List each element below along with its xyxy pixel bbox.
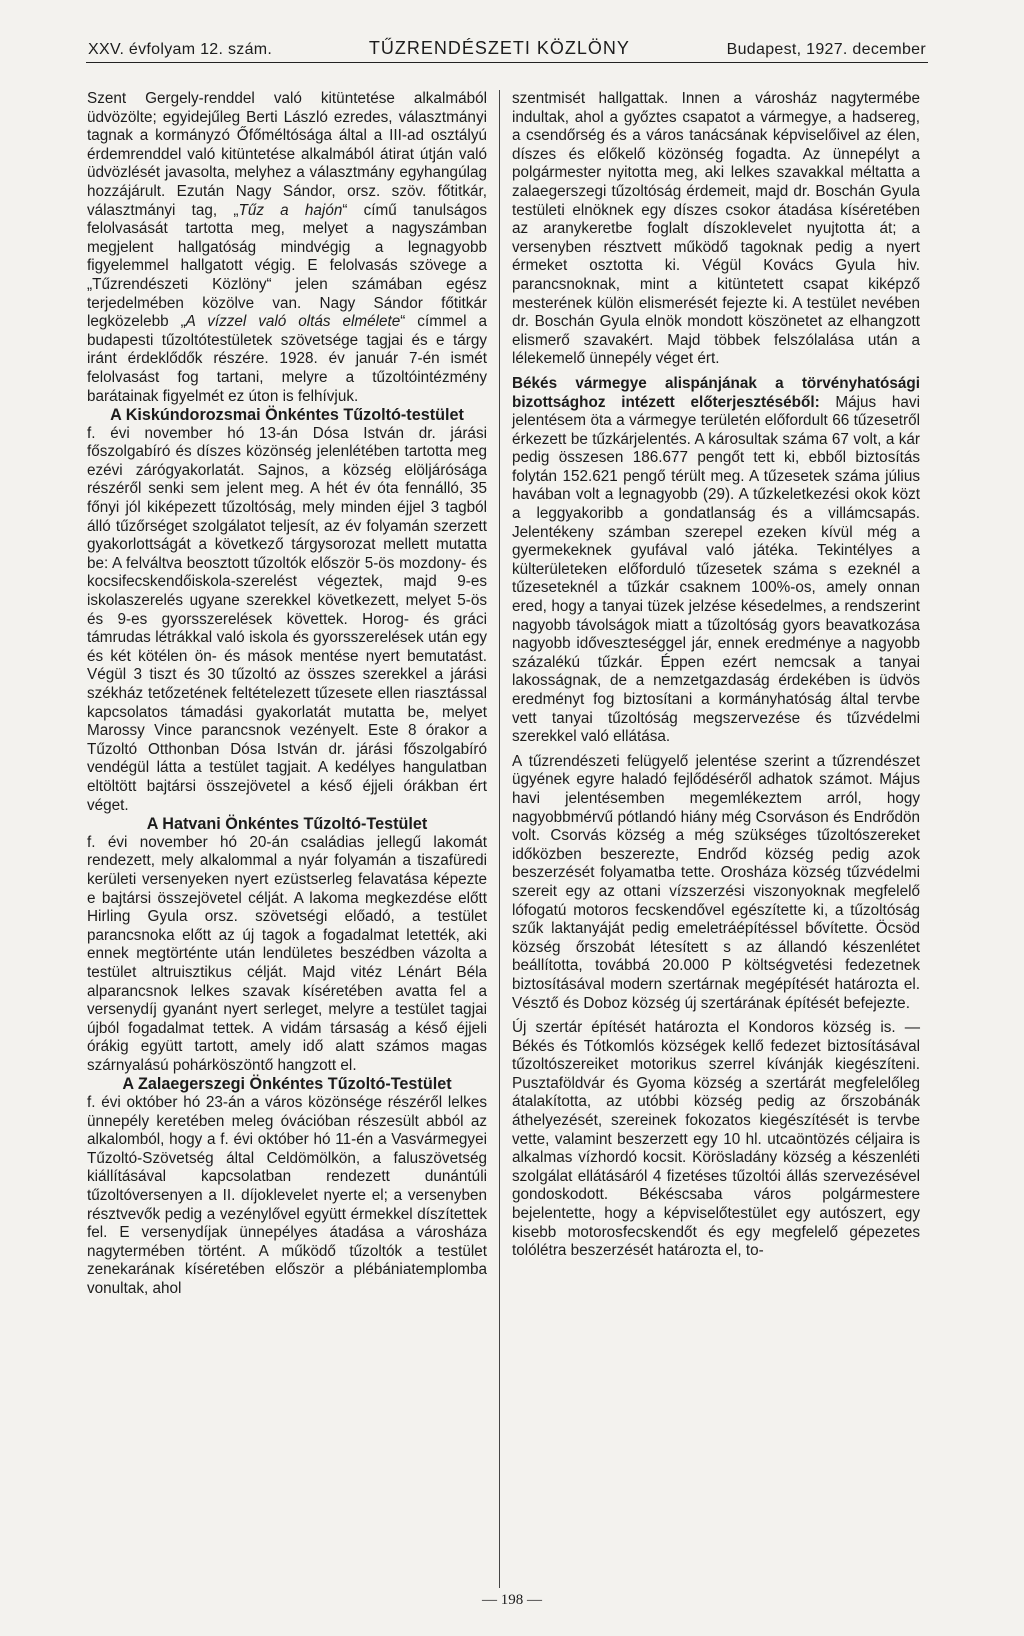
right-paragraph-2 — [512, 375, 920, 747]
text-run: “ című tanulságos felolvasását tartotta meg, melyet a nagyszámban megjelent hallgatóság mindvégig a legnagyobb figyelemmel hallgatott végig. E felolvasás szövege a „Tűzrendészeti Közlöny“ jelen számában egész terjedelmében közölve van. Nagy Sándor főtitkár legközelebb „ — [87, 201, 488, 331]
header-date: Budapest, 1927. december — [726, 41, 926, 58]
left-paragraph-3: f. évi november hó 20-án családias jellegű lakomát rendezett, mely alkalommal a nyár folyamán a tiszafüredi kerületi versenyeken nyert ezüstserleg felavatása képezte e bajtársi összejövetel célját. A lakoma megkezdése előtt Hirling Gyula orsz. szövetségi előadó, a testület parancsnoka előtt az új tagok a fogadalmat letették, aki ennek megtörténte után lendületes beszédben vázolta a testület altruisztikus célját. Majd vitéz Lénárt Béla alparancsnok lelkes szavak kíséretében avatta fel a versenydíj gyanánt nyert serleget, melyre a testület tagjai újból fogadalmat tettek. A vidám társaság a késő éjjeli órákig együtt tartott, amely idő alatt számos magas szárnyalású pohárköszöntő hangzott el. — [87, 833, 487, 1074]
section-heading-bekes: Békés vármegye alispánjának a törvényhatósági bizottsághoz intézett előterjesztéséből: — [512, 374, 920, 411]
text-run: Szent Gergely-renddel való kitüntetése alkalmából üdvözölte; egyidejűleg Berti László ezredes, választmányi tagnak a kormányzó Őfőméltósága által a III-ad osztályú érdemrenddel való kitüntetése alkalmából átirat útján való üdvözlését javasolta, melyhez a választmány egyhangúlag hozzájárult. Ezután Nagy Sándor, orsz. szöv. főtitkár, választmányi tag, „ — [87, 90, 487, 219]
italic-title: A vízzel való oltás elmélete — [185, 313, 401, 331]
right-paragraph-3: A tűzrendészeti felügyelő jelentése szerint a tűzrendészet ügyének egyre haladó fejlődéséről adhatok számot. Május havi jelentésemben megemlékeztem arról, hogy nagyobbmérvű pótlandó hiány még Csorváson és Endrődön volt. Csorvás község a még szükséges tűzoltószereket időközben beszerezte, Endrőd község pedig azok beszerzését folyamatba tette. Orosháza község tűzvédelmi szereit egy az ottani vízszerzési viszonyoknak megfelelő lófogatú motoros fecskendővel egészítette ki, a tűzoltóság szűk laktanyáját pedig emeletráépítéssel bővítette. Öcsöd község őrszobát létesített s az állandó készenlétet beállította, továbbá 20.000 P költségvetési fedezetnek biztosításával modern szertárnak megépítését határozta el. Vésztő és Doboz község új szertárának építését befejezte. — [512, 752, 920, 1012]
italic-title: Tűz a hajón — [238, 201, 343, 219]
heading-text: A Hatvani Önkéntes Tűzoltó-Testület — [146, 815, 428, 834]
text-run: Május havi jelentésem öta a vármegye területén előfordult 66 tűzesetről érkezett be tűzkárjelentés. A károsultak száma 67 volt, a kár pedig összesen 186.677 pengőt tett ki, ebből biztosítás folytán 152.621 pengő térült meg. A tűzesetek száma július havában volt a legnagyobb (29). A tűzkeletkezési okok közt a leggyakoribb a gondatlanság és a villámcsapás. Jelentékeny számban szerepel ezeken kívül még a gyermekeknek gyufával való játéka. Tekintélyes a külterületeken előforduló tűzesetek száma s ezeknél a tűzeseteknél a tűzkár csaknem 100%-os, amely onnan ered, hogy a tanyai tüzek jelzése késedelmes, a rendszerint nagyobb távolságok miatt a tűzoltóság gyors beavatkozása nagyobb időveszteséggel jár, ennek eredménye a nagyobb százalékú tűzkár. Éppen ezért nemcsak a tanyai lakosságnak, de a nemzetgazdaság érdekében is üdvös eredményt fog biztosítani a kormányhatóság által tervbe vett tanyai tűzoltóság megszervezése és tűzvédelmi szerekkel való ellátása. — [512, 393, 920, 746]
heading-text: A Zalaegerszegi Önkéntes Tűzoltó-Testület — [122, 1075, 452, 1094]
section-heading-hatvan — [87, 815, 487, 834]
column-divider — [499, 90, 500, 1588]
heading-text: A Kiskúndorozsmai Önkéntes Tűzoltó-testület — [110, 406, 464, 425]
page-number: — 198 — — [482, 1592, 542, 1608]
right-paragraph-4: Új szertár építését határozta el Kondoros község is. — Békés és Tótkomlós községek kellő fedezet biztosításával tűzoltószereiket motorikus szerrel kívánják kiegészíteni. Pusztaföldvár és Gyoma község a szertárát megfelelőleg átalakította, az utóbbi község pedig az őrszobánák áthelyezését, szereinek fokozatos kiegészítését is tervbe vette, valamint beszerzett egy 10 hl. utcaöntözés céljaira is alkalmas vízhordó kocsit. Körösladány község a készenléti szolgálat ellátásáról 4 fizetéses tűzoltói állás szervezésével gondoskodott. Békéscsaba város polgármestere bejelentette, hogy a képviselőtestület egy autószert, egy kisebb motorosfecskendőt és egy megfelelő gépezetes tolólétra beszerzését határozta el, to- — [512, 1019, 920, 1260]
left-paragraph-1 — [87, 90, 487, 406]
right-paragraph-1: szentmisét hallgattak. Innen a városház nagytermébe indultak, ahol a győztes csapatot a vármegye, a hadsereg, a csendőrség és a város tanácsának képviselőivel az élen, díszes és előkelő közönség fogadta. Az ünnepélyt a polgármester nyitotta meg, aki lelkes szavakkal méltatta a zalaegerszegi tűzoltóság érdemeit, majd dr. Boschán Gyula testületi elnöknek egy díszes csokor átadása kíséretében az aranykeretbe foglalt díszoklevelet nyujtotta át; a versenyben résztvett működő tagoknak pedig a nyert érmeket osztotta ki. Végül Kovács Gyula hiv. parancsnoknak, mint a kitüntetett csapat kiképző mesterének külön elismerését fejezte ki. A testület nevében dr. Boschán Gyula elnök mondott köszönetet az elhangzott elismerő szavakért. Majd többek felszólalása után a lélekemelő ünnepély véget ért. — [512, 90, 920, 368]
right-column — [512, 90, 920, 1261]
text-run: f. évi november hó 13-án Dósa István dr. járási főszolgabíró és díszes közönség jelenlétében tartotta meg ezévi zárógyakorlatát. Sajnos, a község elöljárósága részéről senki sem jelent meg. A hét év óta fennálló, 35 főnyi jól kiképezett tűzoltóság, mely minden éjjel 3 tagból álló tűzőrséget szolgálatot teljesít, az év folyamán szerzett gyakorlottságát a következő tárgysorozat mellett mutatta be: A felváltva beosztott tűzoltók először 5-ös mozdony- és kocsifecskendőiskola-szerelést végeztek, majd 9-es iskolaszerelés ugyane szerekkel következett, melyet 5-ös és 9-es gyorsszerelések követtek. Horog- és gráci támrudas létrákkal való iskola és gyorsszerelések után egy és két kötélen ön- és mások mentése nyert bemutatást. Végül 3 tiszt és 30 tűzoltó az összes szerekkel a járási székház tetőzetének feltételezett tűzesete ellen riasztással kapcsolatos támadási gyakorlatát mutatta be, melyet Marossy Vince parancsnok vezényelt. Este 8 órakor a Tűzoltó Otthonban Dósa István dr. járási főszolgabíró vendégül látta a testület tagjait. A kedélyes hangulatban eltöltött bajtársi összejövetel a késő éjjeli órákban ért véget. — [87, 424, 487, 814]
text-run: f. évi október hó 23-án a város közönsége részéről lelkes ünnepély keretében meleg óvációban részesült abból az alkalomból, hogy a f. évi október hó 11-én a Vasvármegyei Tűzoltó-Szövetség által Celdömölkön, a faluszövetség kiállításával kapcsolatban rendezett dunántúli tűzoltóversenyen a II. díjoklevelet nyerte el; a versenyben résztvevők pedig a vezénylővel együtt érmekkel díszítettek fel. E versenydíjak ünnepélyes átadása a városháza nagytermében történt. A működő tűzoltók a testület zenekarának kíséretében először a plébániatemplomba vonultak, ahol — [87, 1094, 487, 1297]
header-journal-title: TŰZRENDÉSZETI KÖZLÖNY — [368, 38, 630, 58]
header-rule — [86, 62, 928, 63]
left-paragraph-2 — [87, 425, 487, 815]
section-heading-zalaegerszeg — [87, 1075, 487, 1094]
running-header — [88, 38, 926, 59]
text-run: “ címmel a budapesti tűzoltótestületek szövetsége tagjai és e tárgy iránt érdeklődők részére. 1928. év január 7-én ismét felolvasást fog tartani, melyre a tűzoltóintézmény barátainak figyelmét ez úton is felhívjuk. — [87, 313, 488, 405]
left-column — [87, 90, 487, 1299]
header-volume: XXV. évfolyam 12. szám. — [88, 41, 273, 58]
section-heading-kiskundorozsma — [87, 406, 487, 425]
left-paragraph-4 — [87, 1094, 487, 1299]
